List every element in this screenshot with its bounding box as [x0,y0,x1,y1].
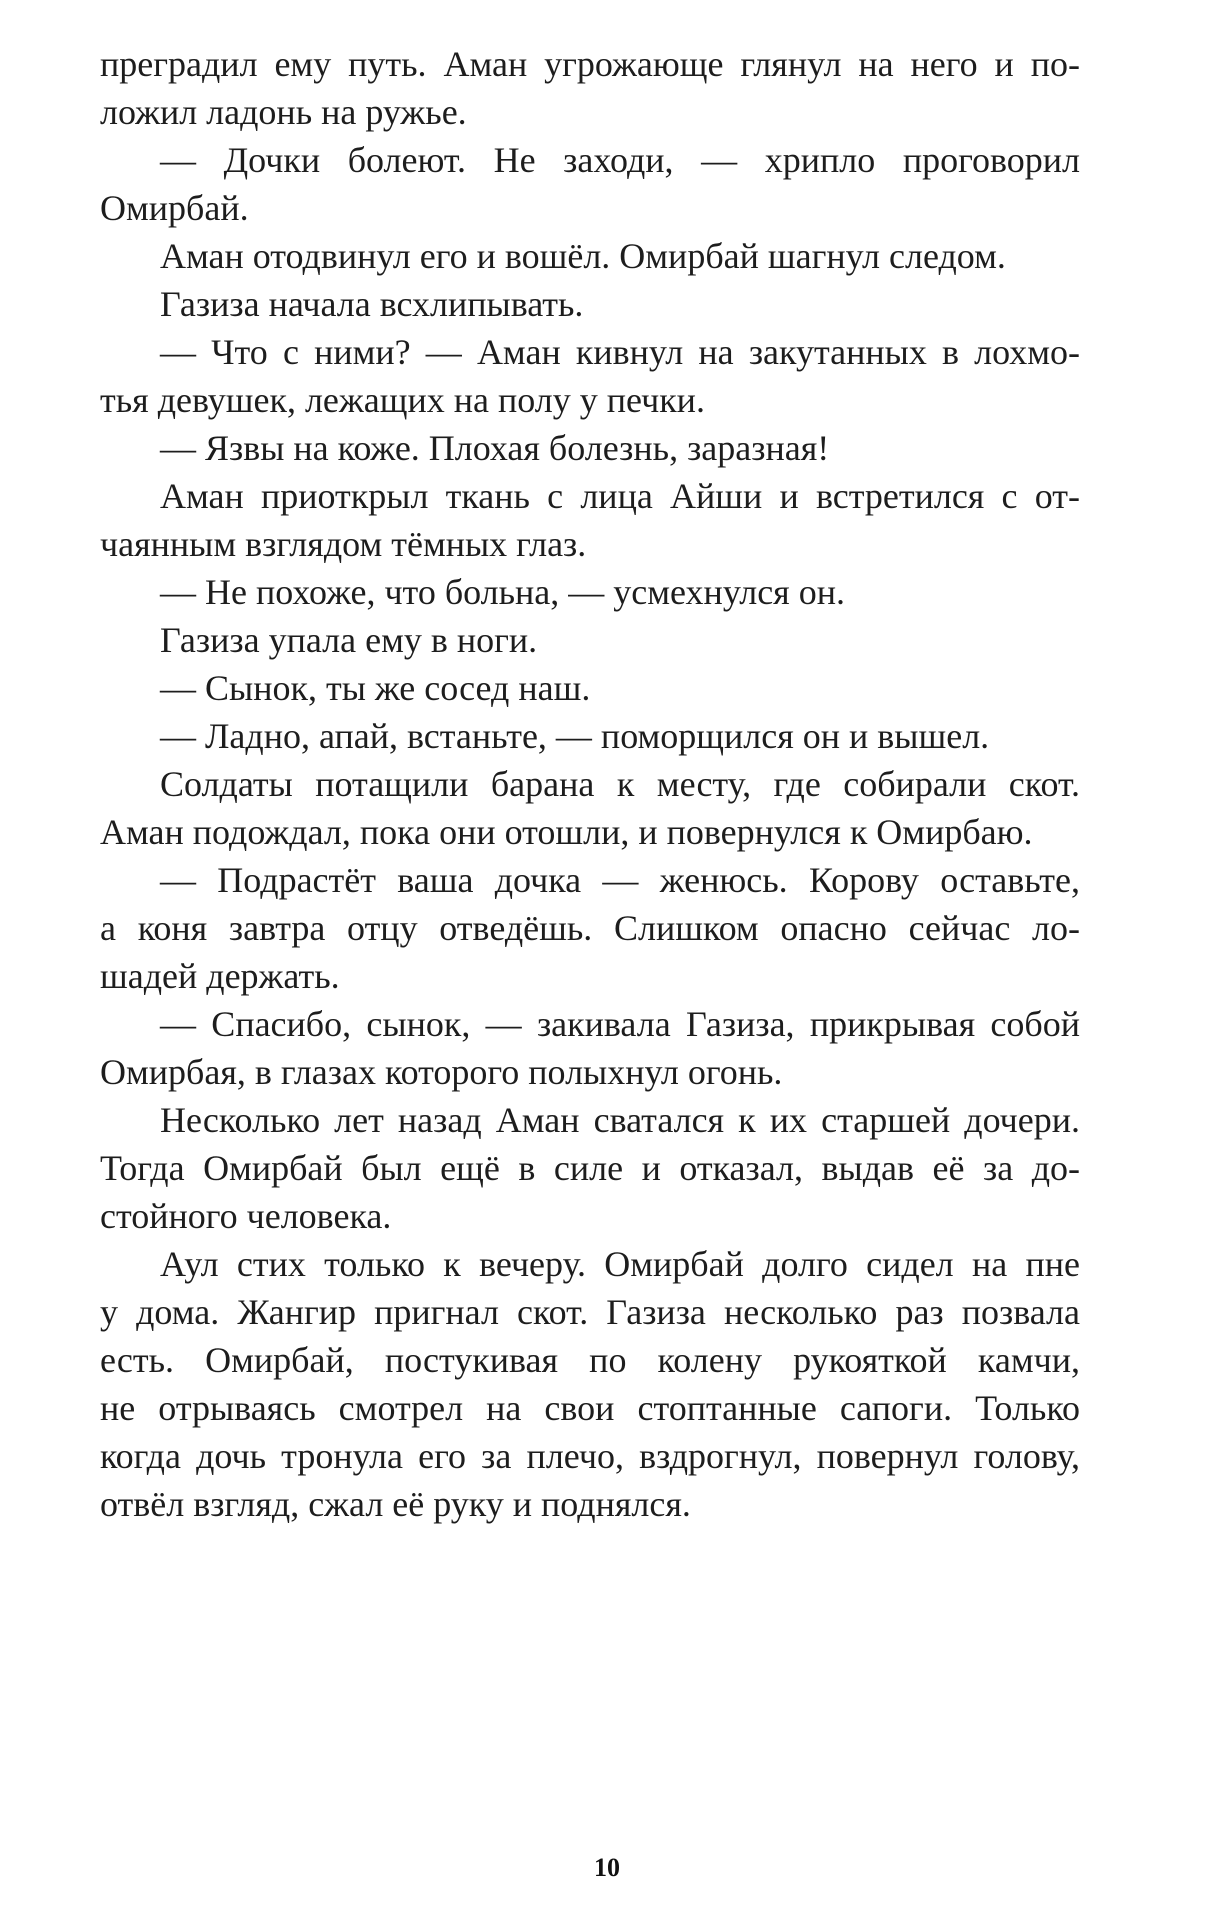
text-line: когда дочь тронула его за плечо, вздрогнул, повернул голову, [100,1436,1080,1476]
text-line: — Ладно, апай, встаньте, — поморщился он и вышел. [160,716,990,756]
text-line: отвёл взгляд, сжал её руку и поднялся. [100,1484,691,1524]
text-line: чаянным взглядом тёмных глаз. [100,524,587,564]
text-line: — Подрастёт ваша дочка — женюсь. Корову оставьте, [160,860,1080,900]
text-line: — Язвы на коже. Плохая болезнь, заразная! [160,428,830,468]
text-line: Омирбая, в глазах которого полыхнул огонь. [100,1052,783,1092]
text-line: — Сынок, ты же сосед наш. [160,668,591,708]
text-line: не отрываясь смотрел на свои стоптанные сапоги. Только [100,1388,1080,1428]
text-line: у дома. Жангир пригнал скот. Газиза несколько раз позвала [100,1292,1080,1332]
text-line: Газиза начала всхлипывать. [160,284,584,324]
text-line: Аман приоткрыл ткань с лица Айши и встретился с от- [160,476,1080,516]
text-line: Аман отодвинул его и вошёл. Омирбай шагнул следом. [160,236,1006,276]
text-line: преградил ему путь. Аман угрожающе глянул на него и по- [100,44,1080,84]
text-line: — Что с ними? — Аман кивнул на закутанных в лохмо- [160,332,1080,372]
text-line: Аул стих только к вечеру. Омирбай долго сидел на пне [160,1244,1080,1284]
text-line: ложил ладонь на ружье. [100,92,467,132]
text-line: — Дочки болеют. Не заходи, — хрипло проговорил [160,140,1080,180]
text-line: — Не похоже, что больна, — усмехнулся он. [160,572,846,612]
body-text [100,40,1080,1528]
text-line: есть. Омирбай, постукивая по колену рукояткой камчи, [100,1340,1080,1380]
text-line: Аман подождал, пока они отошли, и повернулся к Омирбаю. [100,812,1033,852]
text-line: Тогда Омирбай был ещё в силе и отказал, выдав её за до- [100,1148,1080,1188]
text-line: Несколько лет назад Аман сватался к их старшей дочери. [160,1100,1080,1140]
text-line: Газиза упала ему в ноги. [160,620,538,660]
text-line: а коня завтра отцу отведёшь. Слишком опасно сейчас ло- [100,908,1080,948]
text-line: стойного человека. [100,1196,392,1236]
text-line: Омирбай. [100,188,249,228]
text-line: Солдаты потащили барана к месту, где собирали скот. [160,764,1080,804]
text-line: тья девушек, лежащих на полу у печки. [100,380,705,420]
page-number: 10 [594,1853,620,1882]
text-line: шадей держать. [100,956,340,996]
text-line: — Спасибо, сынок, — закивала Газиза, прикрывая собой [160,1004,1080,1044]
